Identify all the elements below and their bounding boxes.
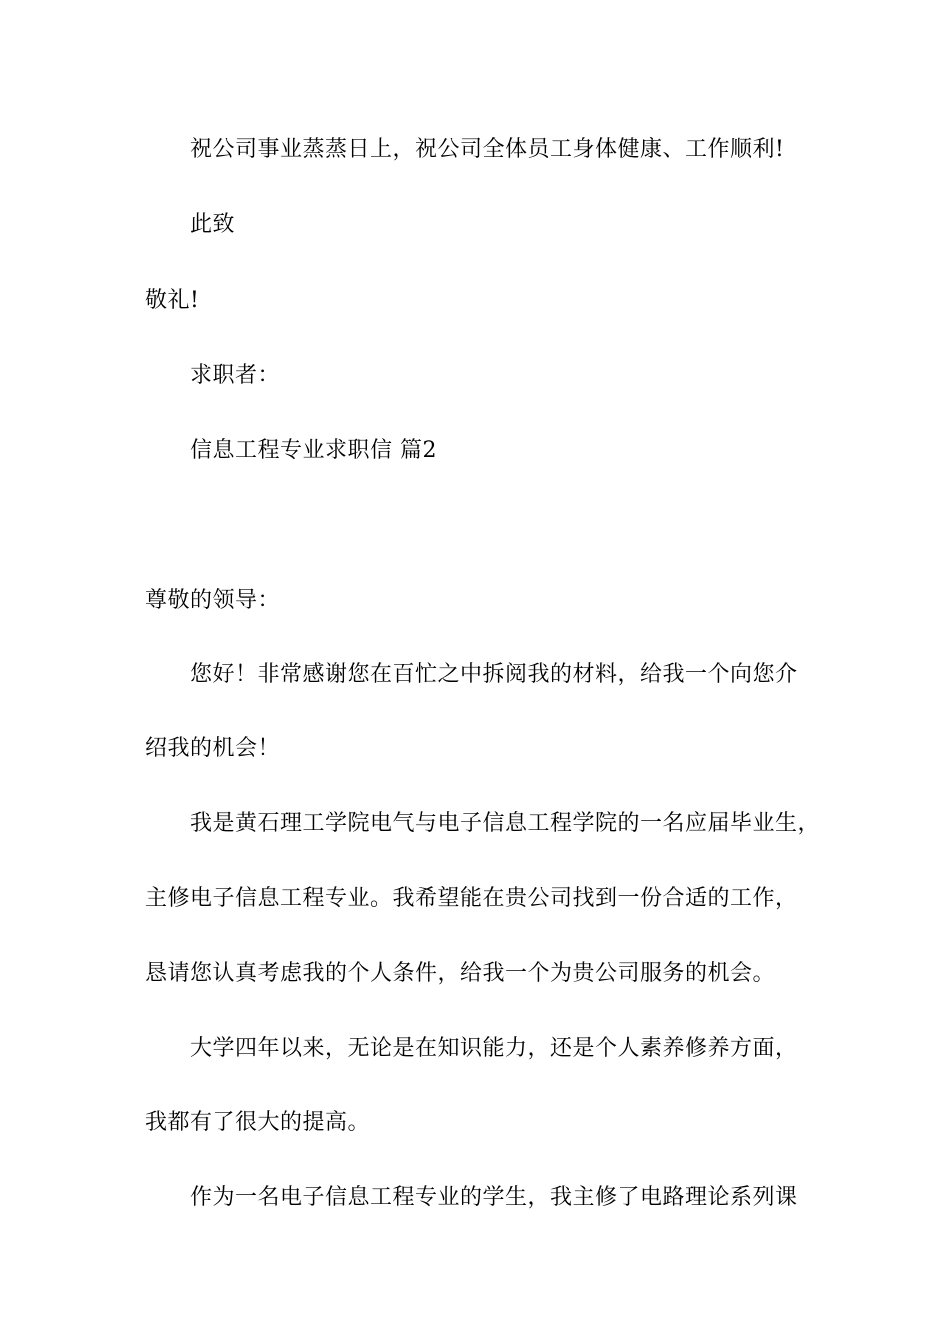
paragraph-line: 作为一名电子信息工程专业的学生，我主修了电路理论系列课: [190, 1185, 798, 1210]
paragraph-line: 恳请您认真考虑我的个人条件，给我一个为贵公司服务的机会。: [145, 961, 776, 986]
salutation-jingli: 敬礼!: [145, 288, 200, 313]
paragraph-line: 您好！非常感谢您在百忙之中拆阅我的材料，给我一个向您介: [190, 662, 798, 687]
applicant-signature: 求职者：: [190, 363, 281, 388]
paragraph-line: 绍我的机会！: [145, 736, 281, 761]
paragraph-line: 我是黄石理工学院电气与电子信息工程学院的一名应届毕业生，: [190, 811, 821, 836]
salutation-cizhi: 此致: [190, 212, 236, 237]
section-heading: 信息工程专业求职信 篇2: [190, 438, 437, 463]
paragraph-line: 我都有了很大的提高。: [145, 1110, 371, 1135]
greeting-line: 尊敬的领导：: [145, 588, 281, 613]
paragraph-line: 主修电子信息工程专业。我希望能在贵公司找到一份合适的工作，: [145, 886, 798, 911]
closing-wish-line: 祝公司事业蒸蒸日上，祝公司全体员工身体健康、工作顺利!: [190, 137, 785, 162]
paragraph-line: 大学四年以来，无论是在知识能力，还是个人素养修养方面，: [190, 1036, 798, 1061]
